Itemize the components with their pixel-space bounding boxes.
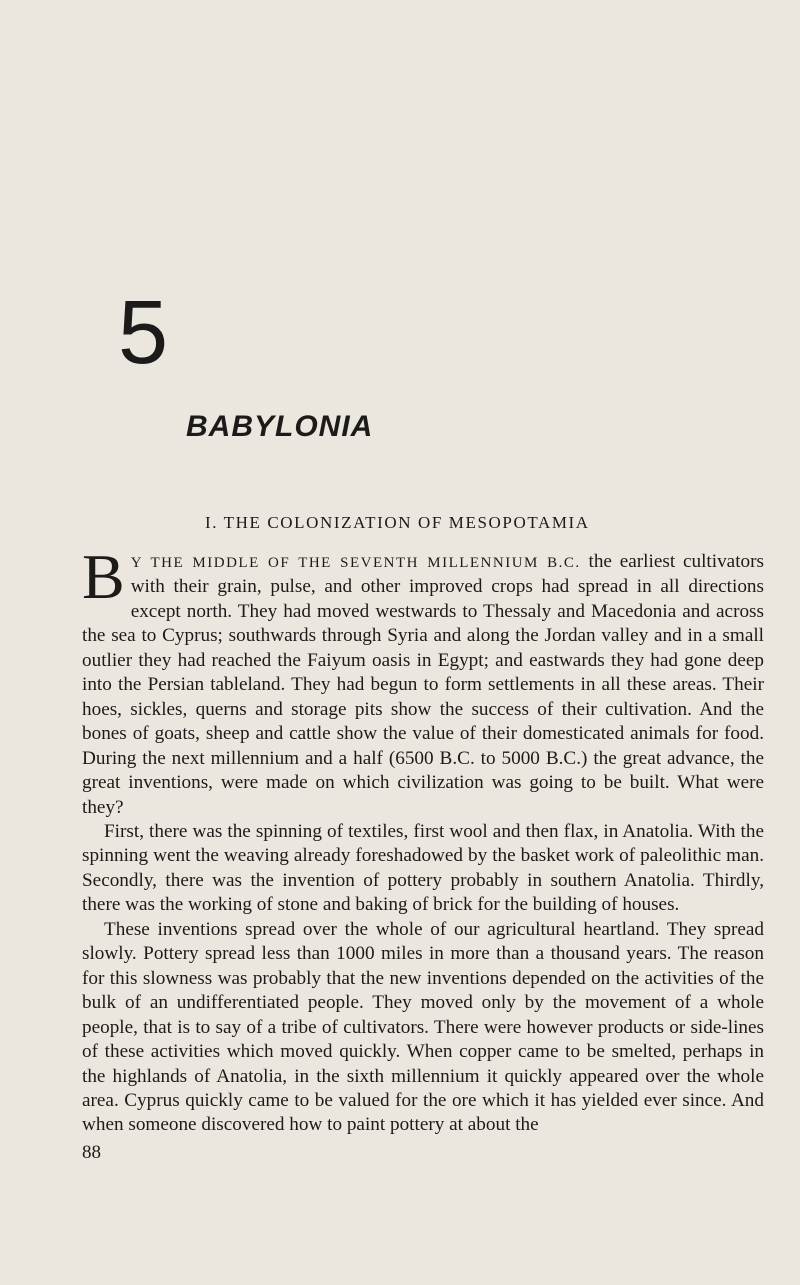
section-heading: I. THE COLONIZATION OF MESOPOTAMIA [205,513,590,532]
body-text [82,541,764,1138]
paragraph-1 [82,541,764,820]
page-number: 88 [82,1142,101,1163]
paragraph-2: First, there was the spinning of textiles, first wool and then flax, in Anatolia. With the spinning went the weaving already foreshadowed by the basket work of paleolithic man. Secondly, there was the invention of pottery probably in southern Anatolia. Thirdly, there was the working of stone and baking of brick for the building of houses. [82,820,764,916]
chapter-title: BABYLONIA [186,410,374,443]
paragraph-3: These inventions spread over the whole of our agricultural heartland. They spread slowly. Pottery spread less than 1000 miles in more than a thousand years. The reason for this slowness was probably that the new inventions depended on the activities of the bulk of an undifferentiated people. They moved only by the movement of a whole people, that is to say of a tribe of cultivators. There were however products or side-lines of these activities which moved quickly. When copper came to be smelted, perhaps in the highlands of Anatolia, in the sixth millennium it quickly appeared over the whole area. Cyprus quickly came to be valued for the ore which it has yielded ever since. And when someone discovered how to paint pottery at about the [82,918,764,1136]
drop-cap: B [82,541,125,612]
chapter-number: 5 [118,283,169,383]
paragraph-1-text: the earliest cultivators with their grain, pulse, and other improved crops had spread in all directions except north. They had moved westwards to Thessaly and Macedonia and across the sea to Cyprus; southwards through Syria and along the Jordan valley and in a small outlier they had reached the Faiyum oasis in Egypt; and eastwards they had gone deep into the Persian tableland. They had begun to form settlements in all these areas. Their hoes, sickles, querns and storage pits show the success of their cultivation. And the bones of goats, sheep and cattle show the value of their domesticated animals for food. During the next millennium and a half (6500 B.C. to 5000 B.C.) the great advance, the great inventions, were made on which civilization was going to be built. What were they? [82,551,764,818]
small-caps-lead: Y THE MIDDLE OF THE SEVENTH MILLENNIUM B.C. [130,555,581,571]
